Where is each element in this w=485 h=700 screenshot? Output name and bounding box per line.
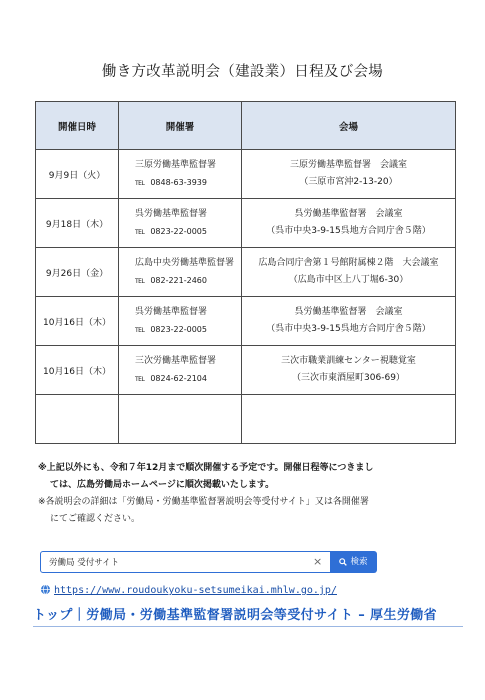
search-input[interactable] (49, 556, 299, 568)
tel-label: TEL (135, 326, 145, 334)
row-office (119, 150, 242, 199)
note-line-2: ては、広島労働局ホームページに順次掲載いたします。 (50, 480, 275, 490)
search-icon (339, 558, 347, 566)
row-venue (242, 248, 456, 297)
row-office (119, 346, 242, 395)
search-box (40, 551, 331, 573)
venue-address: （三次市東酒屋町306-69） (292, 373, 405, 383)
header-date: 開催日時 (36, 102, 119, 150)
row-date: 10月16日（木） (36, 346, 119, 395)
row-venue (242, 199, 456, 248)
venue-name: 三次市職業訓練センター視聴覚室 (281, 356, 416, 366)
clear-icon[interactable]: × (313, 555, 323, 568)
venue-name: 広島合同庁舎第１号館附属棟２階 大会議室 (258, 258, 439, 268)
row-venue (242, 346, 456, 395)
venue-name: 呉労働基準監督署 会議室 (294, 209, 403, 219)
tel-label: TEL (135, 179, 145, 187)
globe-icon (40, 584, 51, 595)
search-button[interactable] (330, 551, 377, 573)
header-venue: 会場 (242, 102, 456, 150)
office-name: 呉労働基準監督署 (135, 306, 208, 317)
office-name: 呉労働基準監督署 (135, 208, 208, 219)
row-date: 9月26日（金） (36, 248, 119, 297)
tel-number: 0823-22-0005 (150, 226, 207, 236)
row-date: 10月16日（木） (36, 297, 119, 346)
site-page-title[interactable]: トップ｜労働局・労働基準監督署説明会等受付サイト – 厚生労働省 (33, 608, 438, 623)
table-row (36, 199, 456, 248)
table-row (36, 297, 456, 346)
tel-number: 082-221-2460 (150, 275, 207, 285)
note-line-4: にてご確認ください。 (50, 514, 141, 524)
table-header-row (36, 102, 456, 150)
row-office (119, 248, 242, 297)
office-name: 三原労働基準監督署 (135, 159, 217, 170)
tel-label: TEL (135, 228, 145, 236)
office-name: 広島中央労働基準監督署 (135, 257, 235, 268)
row-office (119, 297, 242, 346)
row-date: 9月18日（木） (36, 199, 119, 248)
site-url-link[interactable] (40, 584, 337, 596)
office-tel (135, 174, 241, 192)
search-bar (40, 551, 377, 573)
document-title: 働き方改革説明会（建設業）日程及び会場 (101, 64, 384, 80)
table-row-empty (36, 395, 456, 444)
notes-section (38, 460, 458, 528)
search-button-label: 検索 (350, 557, 368, 567)
venue-address: （広島市中区上八丁堀6-30） (288, 275, 409, 285)
table-row (36, 346, 456, 395)
site-url-text[interactable]: https://www.roudoukyoku-setsumeikai.mhlw.go.jp/ (54, 585, 337, 596)
office-tel (135, 321, 241, 339)
schedule-table (35, 101, 456, 444)
empty-cell (36, 395, 119, 444)
row-date: 9月9日（火） (36, 150, 119, 199)
tel-number: 0824-62-2104 (150, 373, 207, 383)
tel-label: TEL (135, 375, 145, 383)
tel-number: 0823-22-0005 (150, 324, 207, 334)
row-office (119, 199, 242, 248)
office-tel (135, 272, 241, 290)
row-venue (242, 150, 456, 199)
venue-address: （三原市宮沖2-13-20） (299, 177, 398, 187)
table-row (36, 150, 456, 199)
venue-name: 三原労働基準監督署 会議室 (289, 160, 407, 170)
note-line-1: ※上記以外にも、令和７年12月まで順次開催する予定です。開催日程等につきまし (38, 463, 374, 473)
venue-address: （呉市中央3-9-15呉地方合同庁舎５階） (266, 324, 431, 334)
header-office: 開催署 (119, 102, 242, 150)
venue-name: 呉労働基準監督署 会議室 (294, 307, 403, 317)
office-tel (135, 223, 241, 241)
note-line-3: ※各説明会の詳細は「労働局・労働基準監督署説明会等受付サイト」又は各開催署 (38, 497, 369, 507)
tel-label: TEL (135, 277, 145, 285)
empty-cell (119, 395, 242, 444)
office-tel (135, 370, 241, 388)
venue-address: （呉市中央3-9-15呉地方合同庁舎５階） (266, 226, 431, 236)
table-row (36, 248, 456, 297)
office-name: 三次労働基準監督署 (135, 355, 217, 366)
empty-cell (242, 395, 456, 444)
row-venue (242, 297, 456, 346)
tel-number: 0848-63-3939 (150, 177, 207, 187)
title-divider (33, 626, 463, 627)
